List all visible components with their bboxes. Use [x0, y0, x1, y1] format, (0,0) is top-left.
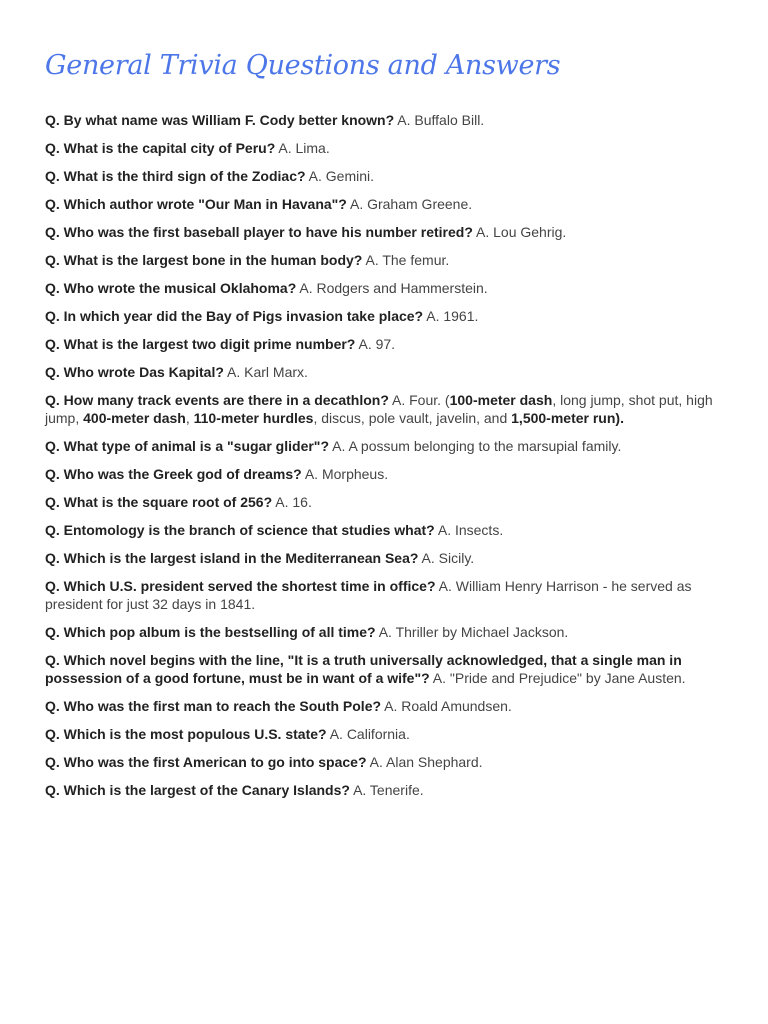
- question-text: Q. What is the largest bone in the human body?: [45, 252, 363, 268]
- answer-text: A. Sicily.: [418, 550, 475, 566]
- question-text: Q. Which author wrote "Our Man in Havana"?: [45, 196, 347, 212]
- qa-item: [45, 651, 725, 687]
- answer-text: A. California.: [326, 726, 410, 742]
- question-text: Q. Who was the first baseball player to have his number retired?: [45, 224, 473, 240]
- answer-text: A. Lima.: [275, 140, 330, 156]
- qa-item: [45, 139, 725, 157]
- answer-text: A. 16.: [272, 494, 312, 510]
- qa-item: [45, 725, 725, 743]
- qa-item: [45, 521, 725, 539]
- qa-item: [45, 335, 725, 353]
- event-name: 1,500-meter run).: [511, 410, 624, 426]
- question-text: Q. Who was the first American to go into space?: [45, 754, 367, 770]
- qa-item: [45, 279, 725, 297]
- question-text: Q. Entomology is the branch of science that studies what?: [45, 522, 435, 538]
- answer-text: A. Roald Amundsen.: [381, 698, 512, 714]
- qa-item: [45, 195, 725, 213]
- answer-text: A. The femur.: [362, 252, 450, 268]
- answer-text: A. Thriller by Michael Jackson.: [375, 624, 569, 640]
- answer-text: , long jump, shot put, high jump,: [45, 392, 713, 426]
- qa-item: [45, 251, 725, 269]
- qa-item: [45, 753, 725, 771]
- answer-text: , discus, pole vault, javelin, and: [313, 410, 512, 426]
- answer-text: A. Karl Marx.: [223, 364, 308, 380]
- qa-item: [45, 363, 725, 381]
- question-text: Q. Which pop album is the bestselling of all time?: [45, 624, 376, 640]
- qa-item: [45, 167, 725, 185]
- answer-text: A. Rodgers and Hammerstein.: [296, 280, 488, 296]
- question-text: Q. Which U.S. president served the shortest time in office?: [45, 578, 436, 594]
- question-text: Q. Which is the largest island in the Mediterranean Sea?: [45, 550, 419, 566]
- question-text: Q. Who wrote Das Kapital?: [45, 364, 224, 380]
- event-name: 400-meter dash: [83, 410, 186, 426]
- answer-text: A. Lou Gehrig.: [472, 224, 567, 240]
- answer-text: A. "Pride and Prejudice" by Jane Austen.: [429, 670, 686, 686]
- page-title: General Trivia Questions and Answers: [45, 50, 561, 81]
- question-text: Q. How many track events are there in a decathlon?: [45, 392, 389, 408]
- qa-item: [45, 697, 725, 715]
- event-name: 110-meter hurdles: [193, 410, 314, 426]
- question-text: Q. Who was the first man to reach the South Pole?: [45, 698, 382, 714]
- qa-item: [45, 623, 725, 641]
- qa-item: [45, 437, 725, 455]
- qa-item: [45, 781, 725, 799]
- answer-text: A. Gemini.: [305, 168, 375, 184]
- answer-text: A. 97.: [355, 336, 396, 352]
- qa-item: [45, 577, 725, 613]
- answer-text: A. Alan Shephard.: [366, 754, 483, 770]
- answer-text: A. 1961.: [423, 308, 479, 324]
- question-text: Q. In which year did the Bay of Pigs invasion take place?: [45, 308, 424, 324]
- answer-text: A. Four. (: [388, 392, 450, 408]
- question-text: Q. What type of animal is a "sugar glider"?: [45, 438, 329, 454]
- qa-item: [45, 111, 725, 129]
- answer-text: A. Graham Greene.: [346, 196, 473, 212]
- answer-text: A. William Henry Harrison - he served as president for just 32 days in 1841.: [45, 578, 692, 612]
- question-text: Q. Which is the most populous U.S. state?: [45, 726, 327, 742]
- answer-text: A. Buffalo Bill.: [394, 112, 485, 128]
- question-text: Q. Which novel begins with the line, "It is a truth universally acknowledged, that a single man in possession of a good fortune, must be in want of a wife"?: [45, 652, 682, 686]
- qa-item: [45, 465, 725, 483]
- qa-list: [45, 111, 725, 809]
- event-name: 100-meter dash: [449, 392, 553, 408]
- question-text: Q. Who wrote the musical Oklahoma?: [45, 280, 297, 296]
- question-text: Q. Which is the largest of the Canary Islands?: [45, 782, 350, 798]
- answer-text: ,: [185, 410, 194, 426]
- qa-item: [45, 307, 725, 325]
- question-text: Q. By what name was William F. Cody better known?: [45, 112, 395, 128]
- question-text: Q. What is the capital city of Peru?: [45, 140, 276, 156]
- qa-item: [45, 549, 725, 567]
- answer-text: A. A possum belonging to the marsupial family.: [329, 438, 622, 454]
- question-text: Q. What is the third sign of the Zodiac?: [45, 168, 306, 184]
- qa-item: [45, 391, 725, 427]
- question-text: Q. What is the square root of 256?: [45, 494, 273, 510]
- answer-text: A. Morpheus.: [301, 466, 389, 482]
- qa-item: [45, 493, 725, 511]
- answer-text: A. Tenerife.: [349, 782, 424, 798]
- answer-text: A. Insects.: [434, 522, 504, 538]
- qa-item: [45, 223, 725, 241]
- question-text: Q. What is the largest two digit prime number?: [45, 336, 356, 352]
- question-text: Q. Who was the Greek god of dreams?: [45, 466, 302, 482]
